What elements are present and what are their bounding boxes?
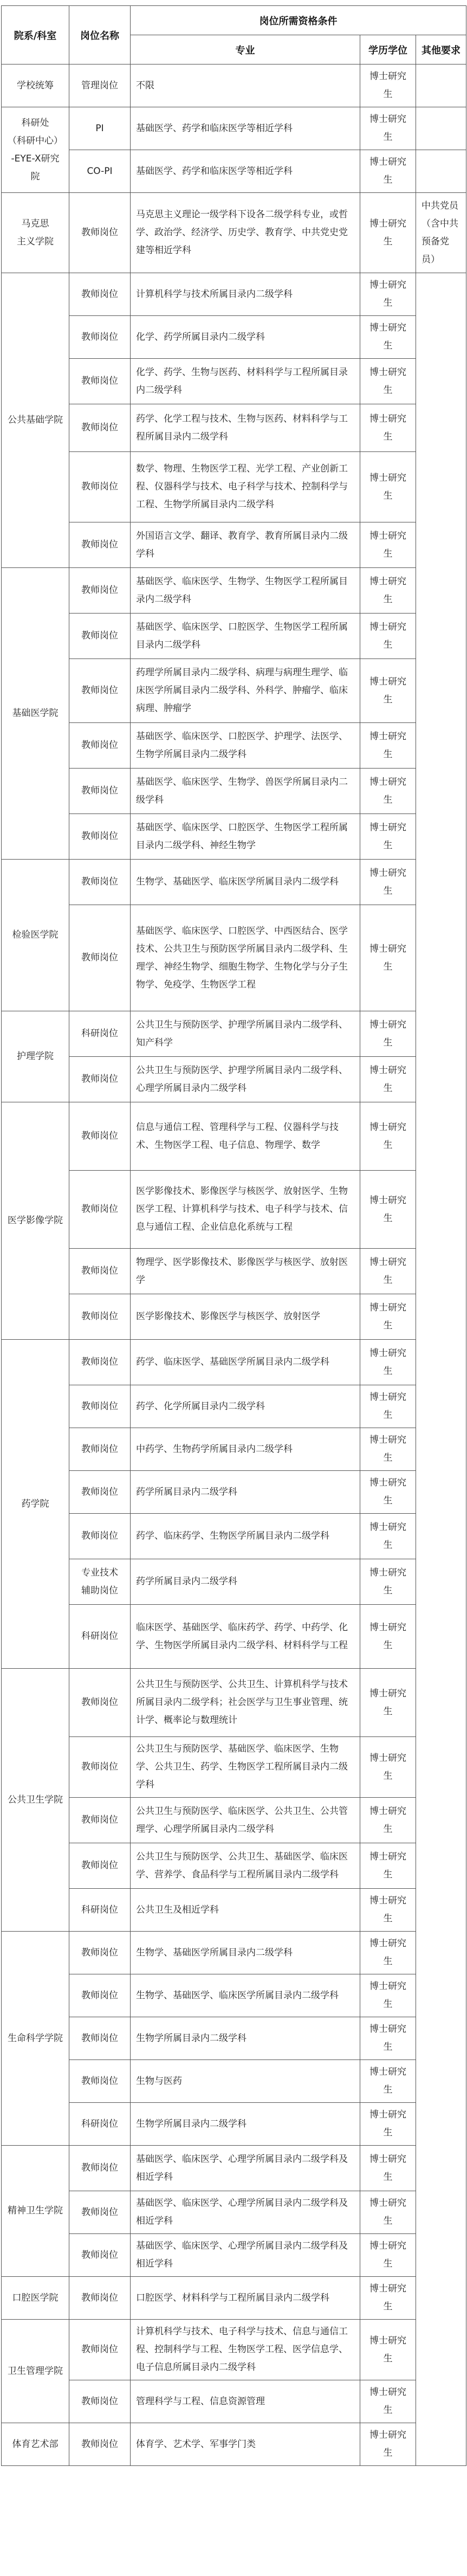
header-degree: 学历学位: [360, 35, 416, 64]
major-cell: 基础医学、药学和临床医学等相近学科: [131, 150, 360, 193]
recruitment-table: [1, 5, 466, 2466]
college-cell: 检验医学院: [2, 860, 69, 1011]
position-cell: 教师岗位: [69, 860, 131, 905]
major-cell: 基础医学、药学和临床医学等相近学科: [131, 107, 360, 150]
table-row: [2, 659, 466, 723]
position-cell: 科研岗位: [69, 1605, 131, 1669]
college-cell: 体育艺术部: [2, 2423, 69, 2466]
table-row: [2, 1057, 466, 1102]
table-row: [2, 2277, 466, 2320]
major-cell: 体育学、艺术学、军事学门类: [131, 2423, 360, 2466]
degree-cell: 博士研究生: [360, 2017, 416, 2060]
table-row: [2, 1102, 466, 1171]
table-row: [2, 1559, 466, 1605]
major-cell: 药学、临床药学、生物医学所属目录内二级学科: [131, 1514, 360, 1559]
degree-cell: 博士研究生: [360, 404, 416, 452]
degree-cell: 博士研究生: [360, 273, 416, 316]
degree-cell: 博士研究生: [360, 614, 416, 659]
header-college: 院系/科室: [2, 6, 69, 64]
table-row: [2, 316, 466, 359]
degree-cell: 博士研究生: [360, 2191, 416, 2234]
degree-cell: 博士研究生: [360, 814, 416, 860]
major-cell: 基础医学、临床医学、口腔医学、中西医结合、医学技术、公共卫生与预防医学所属目录内二级学科、生理学、神经生物学、细胞生物学、生物化学与分子生物学、免疫学、生物医学工程: [131, 905, 360, 1011]
table-row: [2, 107, 466, 150]
table-row: [2, 2060, 466, 2103]
major-cell: 生物学、基础医学、临床医学所属目录内二级学科: [131, 860, 360, 905]
degree-cell: 博士研究生: [360, 1102, 416, 1171]
major-cell: 公共卫生与预防医学、护理学所属目录内二级学科、心理学所属目录内二级学科: [131, 1057, 360, 1102]
degree-cell: 博士研究生: [360, 1559, 416, 1605]
table-body: [2, 64, 466, 2466]
major-cell: 药学、临床医学、基础医学所属目录内二级学科: [131, 1340, 360, 1385]
degree-cell: 博士研究生: [360, 769, 416, 814]
position-cell: 教师岗位: [69, 404, 131, 452]
major-cell: 计算机科学与技术所属目录内二级学科: [131, 273, 360, 316]
position-cell: 教师岗位: [69, 2320, 131, 2380]
college-cell: 基础医学院: [2, 568, 69, 860]
table-row: [2, 1843, 466, 1889]
table-row: [2, 2103, 466, 2146]
degree-cell: 博士研究生: [360, 64, 416, 107]
position-cell: 教师岗位: [69, 1669, 131, 1737]
position-cell: 教师岗位: [69, 905, 131, 1011]
table-row: [2, 1737, 466, 1798]
table-row: [2, 522, 466, 568]
table-row: [2, 273, 466, 316]
position-cell: 教师岗位: [69, 316, 131, 359]
header-major: 专业: [131, 35, 360, 64]
college-cell: 卫生管理学院: [2, 2320, 69, 2423]
table-row: [2, 723, 466, 769]
other-requirements-cell: [416, 107, 466, 150]
major-cell: 物理学、医学影像技术、影像医学与核医学、放射医学: [131, 1249, 360, 1294]
degree-cell: 博士研究生: [360, 1340, 416, 1385]
degree-cell: 博士研究生: [360, 1889, 416, 1932]
other-requirements-cell: [416, 273, 466, 2466]
position-cell: 教师岗位: [69, 2191, 131, 2234]
degree-cell: 博士研究生: [360, 860, 416, 905]
table-row: [2, 905, 466, 1011]
table-row: [2, 404, 466, 452]
major-cell: 生物学所属目录内二级学科: [131, 2103, 360, 2146]
table-row: [2, 1669, 466, 1737]
table-row: [2, 1974, 466, 2017]
major-cell: 基础医学、临床医学、生物学、兽医学所属目录内二级学科: [131, 769, 360, 814]
degree-cell: 博士研究生: [360, 522, 416, 568]
position-cell: 教师岗位: [69, 1843, 131, 1889]
table-row: [2, 1340, 466, 1385]
position-cell: 教师岗位: [69, 1102, 131, 1171]
table-row: [2, 2017, 466, 2060]
table-row: [2, 568, 466, 614]
degree-cell: 博士研究生: [360, 1514, 416, 1559]
degree-cell: 博士研究生: [360, 1011, 416, 1057]
position-cell: 教师岗位: [69, 1974, 131, 2017]
table-row: [2, 1249, 466, 1294]
position-cell: 科研岗位: [69, 1011, 131, 1057]
degree-cell: 博士研究生: [360, 1932, 416, 1974]
major-cell: 公共卫生与预防医学、基础医学、临床医学、生物学、公共卫生、药学、生物医学工程所属目录内二级学科: [131, 1737, 360, 1798]
position-cell: 教师岗位: [69, 1737, 131, 1798]
table-row: [2, 1011, 466, 1057]
major-cell: 公共卫生与预防医学、护理学所属目录内二级学科、知产科学: [131, 1011, 360, 1057]
table-row: [2, 2380, 466, 2423]
major-cell: 信息与通信工程、管理科学与工程、仪器科学与技术、生物医学工程、电子信息、物理学、数学: [131, 1102, 360, 1171]
major-cell: 生物与医药: [131, 2060, 360, 2103]
major-cell: 中药学、生物药学所属目录内二级学科: [131, 1428, 360, 1471]
major-cell: 基础医学、临床医学、口腔医学、生物医学工程所属目录内二级学科、神经生物学: [131, 814, 360, 860]
major-cell: 基础医学、临床医学、心理学所属目录内二级学科及相近学科: [131, 2191, 360, 2234]
table-row: [2, 860, 466, 905]
major-cell: 公共卫生与预防医学、公共卫生、计算机科学与技术所属目录内二级学科；社会医学与卫生事业管理、统计学、概率论与数理统计: [131, 1669, 360, 1737]
position-cell: 教师岗位: [69, 2146, 131, 2191]
other-requirements-cell: 中共党员 （含中共 预备党员）: [416, 193, 466, 273]
position-cell: 教师岗位: [69, 359, 131, 404]
college-cell: 科研处 （科研中心） -EYE-X研究院: [2, 107, 69, 193]
college-cell: 药学院: [2, 1340, 69, 1669]
degree-cell: 博士研究生: [360, 2423, 416, 2466]
position-cell: PI: [69, 107, 131, 150]
college-cell: 护理学院: [2, 1011, 69, 1102]
degree-cell: 博士研究生: [360, 2320, 416, 2380]
position-cell: 教师岗位: [69, 769, 131, 814]
major-cell: 药理学所属目录内二级学科、病理与病理生理学、临床医学所属目录内二级学科、外科学、肿瘤学、临床病理、肿瘤学: [131, 659, 360, 723]
position-cell: 教师岗位: [69, 2423, 131, 2466]
degree-cell: 博士研究生: [360, 1974, 416, 2017]
major-cell: 口腔医学、材料科学与工程所属目录内二级学科: [131, 2277, 360, 2320]
degree-cell: 博士研究生: [360, 2234, 416, 2277]
degree-cell: 博士研究生: [360, 723, 416, 769]
position-cell: 科研岗位: [69, 2103, 131, 2146]
table-row: [2, 150, 466, 193]
other-requirements-cell: [416, 150, 466, 193]
degree-cell: 博士研究生: [360, 359, 416, 404]
degree-cell: 博士研究生: [360, 2060, 416, 2103]
college-cell: 生命科学学院: [2, 1932, 69, 2146]
table-row: [2, 1798, 466, 1843]
major-cell: 基础医学、临床医学、口腔医学、护理学、法医学、生物学所属目录内二级学科: [131, 723, 360, 769]
position-cell: 教师岗位: [69, 1514, 131, 1559]
college-cell: 精神卫生学院: [2, 2146, 69, 2277]
position-cell: 教师岗位: [69, 2380, 131, 2423]
table-row: [2, 1294, 466, 1340]
header-other: 其他要求: [416, 35, 466, 64]
degree-cell: 博士研究生: [360, 1428, 416, 1471]
major-cell: 药学、化学工程与技术、生物与医药、材料科学与工程所属目录内二级学科: [131, 404, 360, 452]
table-row: [2, 1171, 466, 1249]
table-row: [2, 614, 466, 659]
major-cell: 医学影像技术、影像医学与核医学、放射医学: [131, 1294, 360, 1340]
degree-cell: 博士研究生: [360, 659, 416, 723]
position-cell: 管理岗位: [69, 64, 131, 107]
position-cell: 教师岗位: [69, 2060, 131, 2103]
position-cell: 教师岗位: [69, 1294, 131, 1340]
major-cell: 化学、药学所属目录内二级学科: [131, 316, 360, 359]
table-row: [2, 1605, 466, 1669]
position-cell: 教师岗位: [69, 1249, 131, 1294]
position-cell: 教师岗位: [69, 1428, 131, 1471]
degree-cell: 博士研究生: [360, 316, 416, 359]
major-cell: 基础医学、临床医学、生物学、生物医学工程所属目录内二级学科: [131, 568, 360, 614]
degree-cell: 博士研究生: [360, 1737, 416, 1798]
table-row: [2, 359, 466, 404]
position-cell: 教师岗位: [69, 1385, 131, 1428]
major-cell: 马克思主义理论一级学科下设各二级学科专业，或哲学、政治学、经济学、历史学、教育学、中共党史党建等相近学科: [131, 193, 360, 273]
table-row: [2, 1428, 466, 1471]
position-cell: 专业技术 辅助岗位: [69, 1559, 131, 1605]
table-row: [2, 814, 466, 860]
position-cell: 教师岗位: [69, 273, 131, 316]
table-row: [2, 2320, 466, 2380]
position-cell: 教师岗位: [69, 1932, 131, 1974]
header-conditions: 岗位所需资格条件: [131, 6, 466, 35]
college-cell: 公共卫生学院: [2, 1669, 69, 1932]
position-cell: 教师岗位: [69, 2017, 131, 2060]
degree-cell: 博士研究生: [360, 107, 416, 150]
table-row: [2, 193, 466, 273]
major-cell: 公共卫生及相近学科: [131, 1889, 360, 1932]
college-cell: 医学影像学院: [2, 1102, 69, 1340]
major-cell: 外国语言文学、翻译、教育学、教育所属目录内二级学科: [131, 522, 360, 568]
position-cell: 教师岗位: [69, 522, 131, 568]
major-cell: 基础医学、临床医学、心理学所属目录内二级学科及相近学科: [131, 2146, 360, 2191]
major-cell: 医学影像技术、影像医学与核医学、放射医学、生物医学工程、计算机科学与技术、电子科学与技术、信息与通信工程、企业信息化系统与工程: [131, 1171, 360, 1249]
position-cell: 教师岗位: [69, 814, 131, 860]
major-cell: 基础医学、临床医学、心理学所属目录内二级学科及相近学科: [131, 2234, 360, 2277]
college-cell: 马克思 主义学院: [2, 193, 69, 273]
position-cell: 科研岗位: [69, 1889, 131, 1932]
table-row: [2, 452, 466, 522]
degree-cell: 博士研究生: [360, 2380, 416, 2423]
position-cell: 教师岗位: [69, 193, 131, 273]
position-cell: 教师岗位: [69, 568, 131, 614]
other-requirements-cell: [416, 64, 466, 107]
position-cell: 教师岗位: [69, 1057, 131, 1102]
position-cell: 教师岗位: [69, 452, 131, 522]
degree-cell: 博士研究生: [360, 1843, 416, 1889]
major-cell: 生物学所属目录内二级学科: [131, 2017, 360, 2060]
major-cell: 临床医学、基础医学、临床药学、药学、中药学、化学、生物医学所属目录内二级学科、材料科学与工程: [131, 1605, 360, 1669]
position-cell: 教师岗位: [69, 1340, 131, 1385]
major-cell: 药学所属目录内二级学科: [131, 1471, 360, 1514]
degree-cell: 博士研究生: [360, 1385, 416, 1428]
major-cell: 生物学、基础医学、临床医学所属目录内二级学科: [131, 1974, 360, 2017]
degree-cell: 博士研究生: [360, 568, 416, 614]
degree-cell: 博士研究生: [360, 1294, 416, 1340]
table-row: [2, 2234, 466, 2277]
major-cell: 公共卫生与预防医学、临床医学、公共卫生、公共管理学、心理学所属目录内二级学科: [131, 1798, 360, 1843]
position-cell: 教师岗位: [69, 723, 131, 769]
table-row: [2, 2423, 466, 2466]
table-row: [2, 2146, 466, 2191]
major-cell: 基础医学、临床医学、口腔医学、生物医学工程所属目录内二级学科: [131, 614, 360, 659]
position-cell: 教师岗位: [69, 2234, 131, 2277]
position-cell: CO-PI: [69, 150, 131, 193]
degree-cell: 博士研究生: [360, 1057, 416, 1102]
position-cell: 教师岗位: [69, 1471, 131, 1514]
major-cell: 药学、化学所属目录内二级学科: [131, 1385, 360, 1428]
degree-cell: 博士研究生: [360, 1669, 416, 1737]
table-row: [2, 1514, 466, 1559]
degree-cell: 博士研究生: [360, 1249, 416, 1294]
position-cell: 教师岗位: [69, 2277, 131, 2320]
position-cell: 教师岗位: [69, 1171, 131, 1249]
degree-cell: 博士研究生: [360, 1471, 416, 1514]
degree-cell: 博士研究生: [360, 193, 416, 273]
college-cell: 口腔医学院: [2, 2277, 69, 2320]
college-cell: 学校统筹: [2, 64, 69, 107]
table-row: [2, 2191, 466, 2234]
degree-cell: 博士研究生: [360, 1171, 416, 1249]
major-cell: 计算机科学与技术、电子科学与技术、信息与通信工程、控制科学与工程、生物医学工程、医学信息学、电子信息所属目录内二级学科: [131, 2320, 360, 2380]
degree-cell: 博士研究生: [360, 2103, 416, 2146]
college-cell: 公共基础学院: [2, 273, 69, 568]
major-cell: 管理科学与工程、信息资源管理: [131, 2380, 360, 2423]
major-cell: 不限: [131, 64, 360, 107]
header-position: 岗位名称: [69, 6, 131, 64]
position-cell: 教师岗位: [69, 1798, 131, 1843]
degree-cell: 博士研究生: [360, 905, 416, 1011]
major-cell: 数学、物理、生物医学工程、光学工程、产业创新工程、仪器科学与技术、电子科学与技术、控制科学与工程、生物学所属目录内二级学科: [131, 452, 360, 522]
degree-cell: 博士研究生: [360, 150, 416, 193]
position-cell: 教师岗位: [69, 659, 131, 723]
table-row: [2, 1932, 466, 1974]
major-cell: 生物学、基础医学所属目录内二级学科: [131, 1932, 360, 1974]
table-row: [2, 1471, 466, 1514]
major-cell: 药学所属目录内二级学科: [131, 1559, 360, 1605]
table-row: [2, 769, 466, 814]
major-cell: 公共卫生与预防医学、公共卫生、基础医学、临床医学、营养学、食品科学与工程所属目录内二级学科: [131, 1843, 360, 1889]
table-row: [2, 1889, 466, 1932]
degree-cell: 博士研究生: [360, 452, 416, 522]
table-row: [2, 64, 466, 107]
degree-cell: 博士研究生: [360, 2277, 416, 2320]
position-cell: 教师岗位: [69, 614, 131, 659]
degree-cell: 博士研究生: [360, 1798, 416, 1843]
degree-cell: 博士研究生: [360, 1605, 416, 1669]
table-row: [2, 1385, 466, 1428]
degree-cell: 博士研究生: [360, 2146, 416, 2191]
major-cell: 化学、药学、生物与医药、材料科学与工程所属目录内二级学科: [131, 359, 360, 404]
